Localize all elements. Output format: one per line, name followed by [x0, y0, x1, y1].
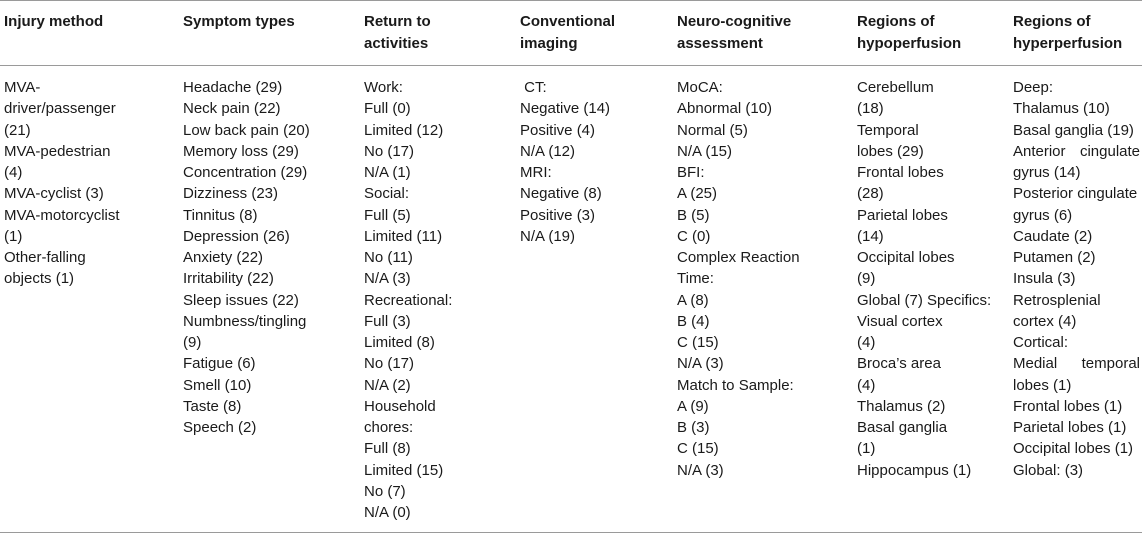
cell-line: Thalamus (10) — [1013, 100, 1110, 118]
cell-line — [1013, 353, 1140, 374]
header-line: activities — [364, 34, 429, 52]
header-line: Symptom types — [183, 13, 295, 30]
cell-line: Frontal lobes (1) — [1013, 397, 1123, 415]
cell-line: N/A (3) — [677, 461, 724, 479]
cell-line: (4) — [857, 334, 876, 351]
cell-line: No (7) — [364, 482, 406, 500]
header-line: hypoperfusion — [857, 34, 962, 52]
cell-line: Positive (4) — [520, 121, 596, 139]
cell-line: Abnormal (10) — [677, 100, 773, 118]
cell-line: Parietal lobes (1) — [1013, 419, 1127, 436]
cell-line: Putamen (2) — [1013, 249, 1096, 266]
cell-line: No (11) — [364, 249, 413, 266]
header-line: Regions of — [857, 13, 935, 30]
cell-line: Other-falling — [4, 249, 86, 266]
col-header-return-to-activities — [364, 11, 431, 54]
cell-line: Full (3) — [364, 312, 411, 330]
col-hypoperfusion — [857, 77, 997, 481]
cell-line: A (25) — [677, 185, 718, 203]
cell-line: Speech (2) — [183, 419, 257, 436]
cell-line: Normal (5) — [677, 121, 748, 139]
col-conventional-imaging — [520, 77, 660, 247]
cell-line: Cortical: — [1013, 334, 1069, 351]
cell-line: gyrus (6) — [1013, 206, 1073, 224]
col-header-conventional-imaging — [520, 11, 615, 54]
cell-line: Memory loss (29) — [183, 142, 299, 160]
cell-line: N/A (15) — [677, 142, 733, 160]
cell-line: Full (5) — [364, 206, 411, 224]
header-line: Neuro-cognitive — [677, 13, 792, 30]
cell-line: B (4) — [677, 312, 710, 330]
cell-line: (1) — [4, 227, 23, 245]
cell-line: (9) — [857, 270, 876, 288]
cell-line: Neck pain (22) — [183, 100, 281, 118]
cell-line: Deep: — [1013, 79, 1054, 96]
cell-line: Insula (3) — [1013, 270, 1076, 288]
cell-line: B (5) — [677, 206, 710, 224]
cell-line: Match to Sample: — [677, 376, 794, 394]
table-bottom-rule — [0, 532, 1142, 533]
col-header-neuro-cognitive-assessment — [677, 11, 791, 54]
cell-line: Caudate (2) — [1013, 227, 1093, 245]
cell-line: N/A (3) — [677, 355, 724, 373]
cell-line: C (15) — [677, 440, 719, 458]
cell-line: (21) — [4, 121, 31, 139]
cell-line: (18) — [857, 100, 884, 118]
cell-line: No (17) — [364, 142, 415, 160]
cell-line: lobes (1) — [1013, 376, 1072, 394]
cell-line: (28) — [857, 185, 884, 203]
cell-line: A (8) — [677, 291, 709, 309]
cell-line: Cerebellum — [857, 79, 934, 96]
cell-line: MVA- — [4, 79, 41, 96]
cell-line: (4) — [4, 164, 23, 181]
cell-line: Limited (8) — [364, 334, 435, 351]
cell-line: MVA-cyclist (3) — [4, 185, 104, 203]
cell-line: driver/passenger — [4, 100, 116, 118]
cell-line: N/A (19) — [520, 227, 576, 245]
cell-line: N/A (2) — [364, 376, 411, 394]
col-return-to-activities — [364, 77, 494, 523]
cell-line: C (0) — [677, 227, 711, 245]
cell-line: Global: (3) — [1013, 461, 1084, 479]
header-line: Return to — [364, 13, 431, 30]
cell-line: Anxiety (22) — [183, 249, 264, 266]
col-hyperperfusion — [1013, 77, 1140, 481]
cell-line: Basal ganglia — [857, 419, 948, 436]
header-line: assessment — [677, 34, 763, 52]
cell-line: objects (1) — [4, 270, 75, 288]
cell-line: chores: — [364, 419, 414, 436]
header-line: imaging — [520, 34, 578, 52]
cell-word: Anterior — [1013, 142, 1066, 160]
cell-line: Fatigue (6) — [183, 355, 256, 373]
cell-line: (9) — [183, 334, 202, 351]
cell-line: N/A (3) — [364, 270, 411, 288]
cell-line: Retrosplenial — [1013, 291, 1101, 309]
cell-line: Hippocampus (1) — [857, 461, 972, 479]
cell-word: Medial — [1013, 355, 1058, 373]
cell-line: Negative (8) — [520, 185, 602, 203]
cell-line: Recreational: — [364, 291, 453, 309]
header-line: hyperperfusion — [1013, 34, 1123, 52]
table-header-rule — [0, 65, 1142, 66]
cell-line: Sleep issues (22) — [183, 291, 299, 309]
cell-word: cingulate — [1079, 142, 1140, 160]
col-symptom-types — [183, 77, 343, 438]
table-top-rule — [0, 0, 1142, 1]
cell-line: Work: — [364, 79, 403, 96]
cell-line: Social: — [364, 185, 410, 203]
cell-line: Household — [364, 397, 436, 415]
cell-line: gyrus (14) — [1013, 164, 1081, 181]
cell-line: Taste (8) — [183, 397, 242, 415]
cell-line — [1013, 141, 1140, 162]
col-header-injury-method — [4, 11, 103, 33]
header-line: Regions of — [1013, 13, 1091, 30]
cell-line: lobes (29) — [857, 142, 924, 160]
cell-line: MRI: — [520, 164, 552, 181]
cell-line: Full (0) — [364, 100, 411, 118]
cell-line: Visual cortex — [857, 312, 943, 330]
cell-line: Low back pain (20) — [183, 121, 310, 139]
col-header-symptom-types — [183, 11, 295, 33]
cell-line: MVA-pedestrian — [4, 142, 111, 160]
col-injury-method — [4, 77, 144, 290]
cell-line: Parietal lobes — [857, 206, 948, 224]
cell-line: Occipital lobes (1) — [1013, 440, 1134, 458]
cell-line: Occipital lobes — [857, 249, 955, 266]
cell-line: Time: — [677, 270, 714, 288]
header-line: Injury method — [4, 13, 104, 30]
cell-line: BFI: — [677, 164, 705, 181]
cell-line: Limited (11) — [364, 227, 443, 245]
cell-line: Dizziness (23) — [183, 185, 279, 203]
cell-line: Full (8) — [364, 440, 411, 458]
cell-line: A (9) — [677, 397, 709, 415]
cell-line: Thalamus (2) — [857, 397, 946, 415]
cell-line: Frontal lobes — [857, 164, 944, 181]
cell-line: Limited (12) — [364, 121, 444, 139]
cell-line: Positive (3) — [520, 206, 596, 224]
cell-line: cortex (4) — [1013, 312, 1077, 330]
cell-line: (4) — [857, 376, 876, 394]
cell-line: C (15) — [677, 334, 719, 351]
cell-line: Depression (26) — [183, 227, 290, 245]
cell-line: MoCA: — [677, 79, 723, 96]
cell-line: Negative (14) — [520, 100, 611, 118]
cell-line: (14) — [857, 227, 884, 245]
cell-line: B (3) — [677, 419, 710, 436]
cell-line: Broca’s area — [857, 355, 941, 373]
cell-line: N/A (0) — [364, 504, 411, 521]
cell-line: Tinnitus (8) — [183, 206, 258, 224]
cell-line: CT: — [520, 79, 547, 96]
col-header-hyperperfusion — [1013, 11, 1122, 54]
cell-line: Posterior cingulate — [1013, 185, 1138, 203]
cell-line: (1) — [857, 440, 876, 458]
cell-line: N/A (1) — [364, 164, 411, 181]
col-header-hypoperfusion — [857, 11, 961, 54]
cell-line: N/A (12) — [520, 142, 576, 160]
cell-line: Basal ganglia (19) — [1013, 121, 1134, 139]
cell-line: Global (7) Specifics: — [857, 291, 992, 309]
cell-line: Limited (15) — [364, 461, 444, 479]
cell-line: Irritability (22) — [183, 270, 274, 288]
col-neuro-cognitive-assessment — [677, 77, 837, 481]
cell-line: Headache (29) — [183, 79, 283, 96]
cell-line: Temporal — [857, 121, 919, 139]
cell-word: temporal — [1081, 355, 1140, 373]
cell-line: Concentration (29) — [183, 164, 308, 181]
cell-line: Numbness/tingling — [183, 312, 307, 330]
cell-line: Complex Reaction — [677, 249, 800, 266]
cell-line: No (17) — [364, 355, 415, 373]
cell-line: MVA-motorcyclist — [4, 206, 120, 224]
header-line: Conventional — [520, 13, 616, 30]
cell-line: Smell (10) — [183, 376, 252, 394]
